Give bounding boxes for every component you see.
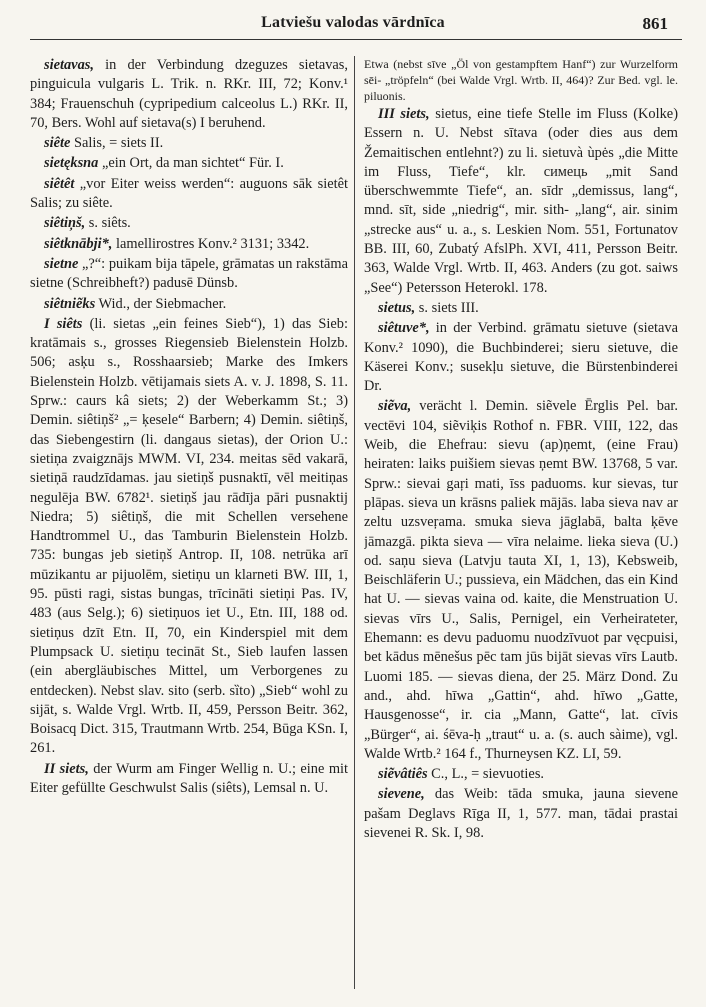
entry-sietavas <box>30 56 348 133</box>
headword: I siêts <box>44 315 83 332</box>
header-rule <box>30 39 682 40</box>
entry-text: der Wurm am Finger Wellig n. U.; eine mit Eiter gefüllte Geschwulst Salis (siêts), Lemsal n. U. <box>30 760 348 796</box>
page-header <box>30 14 676 38</box>
headword: siêtiņš, <box>44 215 86 232</box>
entry-text: (li. sietas „ein feines Sieb“), 1) das Sieb: kratāmais s., grosses Riegensieb Bielenstein Holzb. 506; asķu s., Rosshaarsieb; Marke des Imkers Bielenstein Holzb. vētijamais siets A. v. J. 1898, S. 11. Sprw.: caurs kâ siets; 2) der Weberkamm St.; 3) Demin. siêtiņš² „= ķesele“ Barbern; 4) Demin. siêtiņš, das Siebengestirn (li. dangaus sietas), der Orion U.: sietiņa zvaigznājs MWM. VI, 234. meitas sēd vakarā, sietiņā raudzīdamas. jau sietiņš pusnaktī, vēl meitiņas negulēja BW. 6782¹. sietiņš jau rādīja pāri pusnaktij Niedra; 5) siêtiņš, die mit Schellen versehene Handtrommel U., das Tamburin Bielenstein Holzb. 735: bungas jeb sietiņš Antrop. II, 108. netrūka arī mūzikantu ar pijuolēm, sietiņu un klarneti BW. III, 1, 95. pūsti ragi, sistas bungas, trīcināti sietiņi Pas. IV, 483 (aus Selg.); 6) sietiņuos iet U., Etn. III, 188 od. sietiņus dzīt Etn. II, 70, ein Kinderspiel mit dem Plumpsack U. sietiņu tecināt St., Sieb laufen lassen (ein abergläubisches Mittel, um Verborgenes zu entdecken). Nebst slav. sito (serb. sȉto) „Sieb“ wohl zu sijāt, s. Walde Vrgl. Wrtb. II, 459, Persson Beitr. 362, Boisacq Dict. 315, Trautmann Wrtb. 254, Būga KSn. I, 261. <box>30 315 348 757</box>
entry-sietknabji <box>30 235 348 254</box>
entry-sietuve <box>364 319 678 396</box>
entry-text: sietus, eine tiefe Stelle im Fluss (Kolke) Essern n. U. Nebst sītava (oder dies aus dem Žemaitischen entlehnt?) zu li. sietuvà ùpės „die Mitte im Fluss, Tiefe“, klr. cимець „mit Sand überschwemmte Tiefe“, an. sīdr „demissus, lang“, mnd. sīt, side „niedrig“, mir. sith- „lang“, air. sinim „strecke aus“ u. a., s. Leskien Nom. 551, Fortunatov BB. III, 60, Zubatý AfslPh. XVI, 411, Persson Beitr. 363, Walde Vrgl. Wrtb. II, 463. Anders (zu got. saiws „See“) Petersson Heterokl. 178. <box>364 106 678 296</box>
entry-sietnieks <box>30 295 348 314</box>
entry-text: „?“: puikam bija tāpele, grāmatas un rakstāma sietne (Schreibheft?) padusē Dünsb. <box>30 255 348 292</box>
page-number: 861 <box>642 14 668 33</box>
entry-text: s. siets III. <box>418 299 479 316</box>
entry-text: C., L., = sievuoties. <box>431 766 545 783</box>
entry-text: lamellirostres Konv.² 3131; 3342. <box>115 235 310 252</box>
headword: siẽvâtiês <box>378 766 428 783</box>
headword: II siets, <box>44 760 89 777</box>
entry-sietins <box>30 214 348 233</box>
entry-text: Etwa (nebst sīve „Öl von gestampftem Hanf“) zur Wurzelform sēi- „tröpfeln“ (bei Walde Vrgl. Wrtb. II, 464)? Zur Bed. vgl. le. piluonis. <box>364 57 678 103</box>
entry-continuation <box>364 56 678 104</box>
entry-sievene <box>364 785 678 843</box>
headword: sietus, <box>378 299 416 316</box>
entry-text: in der Verbind. grāmatu sietuve (sietava Konv.² 1090), die Buchbinderei; sieru sietuve, die Käserei Konv.; susekļu sietuve, die Bürstenbinderei Dr. <box>364 320 678 395</box>
entry-text: „vor Eiter weiss werden“: auguons sāk sietêt Salis; zu siête. <box>30 175 348 212</box>
entry-sietne <box>30 255 348 294</box>
headword: siêtêt <box>44 175 75 192</box>
headword: III siets, <box>378 106 430 122</box>
left-column <box>30 56 348 999</box>
entry-sievaties <box>364 765 678 784</box>
headword: siêtknābji*, <box>44 235 113 252</box>
entry-siets-ii <box>30 760 348 799</box>
headword: sievene, <box>378 786 425 803</box>
headword: siête <box>44 135 71 152</box>
headword: sietne <box>44 255 79 272</box>
entry-text: in der Verbindung dzeguzes sietavas, pinguicula vulgaris L. Trik. n. RKr. III, 72; Konv.¹ 384; Frauenschuh (cypripedium calceolus L.) RKr. II, 70, Bers. Wohl auf sietava(s) I beruhend. <box>30 57 348 131</box>
headword: siêtuve*, <box>378 320 430 337</box>
headword: sietęksna <box>44 155 99 172</box>
headword: sietavas, <box>44 57 94 73</box>
entry-text: Wid., der Siebmacher. <box>98 295 227 312</box>
column-divider <box>354 56 355 989</box>
headword: siẽva, <box>378 398 412 415</box>
entry-sietus <box>364 299 678 318</box>
entry-sietet <box>30 175 348 214</box>
entry-siets-i <box>30 315 348 759</box>
entry-text: „ein Ort, da man sichtet“ Für. I. <box>101 155 284 172</box>
header-title: Latviešu valodas vārdnīca <box>261 14 445 31</box>
entry-sieteksna <box>30 154 348 173</box>
entry-siets-iii <box>364 105 678 298</box>
entry-text: verächt l. Demin. siẽvele Ērglis Pel. bar. vectēvi 104, siẽviķis Rothof n. FBR. VIII, 122, das Weib, die Ehefrau: sievu (ap)ņemt, (eine Frau) heiraten: laiks puišiem sievas ņemt BW. 13768, 5 var. Sprw.: sievai gaŗi mati, īss paduoms. kur sievas, tur plāpas. sieva un krāsns paliek mājās. laba sieva nav ar zeltu uzsveŗama. smuka sieva jāglabā, balta ķēve jāmazgā. pikta sieva — vīra nelaime. lieka sieva (U.) od. saņu sieva (Latvju tauta XI, 1, 13), Kebsweib, Beischläferin U.; pussieva, ein Mädchen, das ein Kind hat U. — sievas vaina od. kaite, die Menstruation U. sievas vīrs U., Salis, Pernigel, ein Verheirateter, Ehemann: es devu paduomu nuodzīvuot par vęcpuisi, bet kādus mēnešus pēc tam jūs bijāt sievas vīrs Lautb. Luomi 185. — sievas diena, der 25. März Dond. Zu and., ahd. hīwa „Gattin“, ahd. hīwo „Gatte, Hausgenosse“, ir. cia „Mann, Gatte“, lat. cīvis „Bürger“, ai. śēva-ḥ „traut“ u. a. (s. auch sàime), vgl. Walde Wrtb.² 164 f., Thurneysen KZ. LI, 59. <box>364 398 678 762</box>
entry-text: das Weib: tāda smuka, jauna sievene pašam Deglavs Rīga II, 1, 577. man, tādai prastai sievenei R. Sk. I, 98. <box>364 786 678 841</box>
right-column <box>364 56 678 999</box>
entry-text: Salis, = siets II. <box>73 135 164 152</box>
entry-sieva <box>364 397 678 764</box>
headword: siêtniẽks <box>44 295 96 312</box>
entry-siete <box>30 134 348 153</box>
entry-text: s. siêts. <box>88 215 131 232</box>
